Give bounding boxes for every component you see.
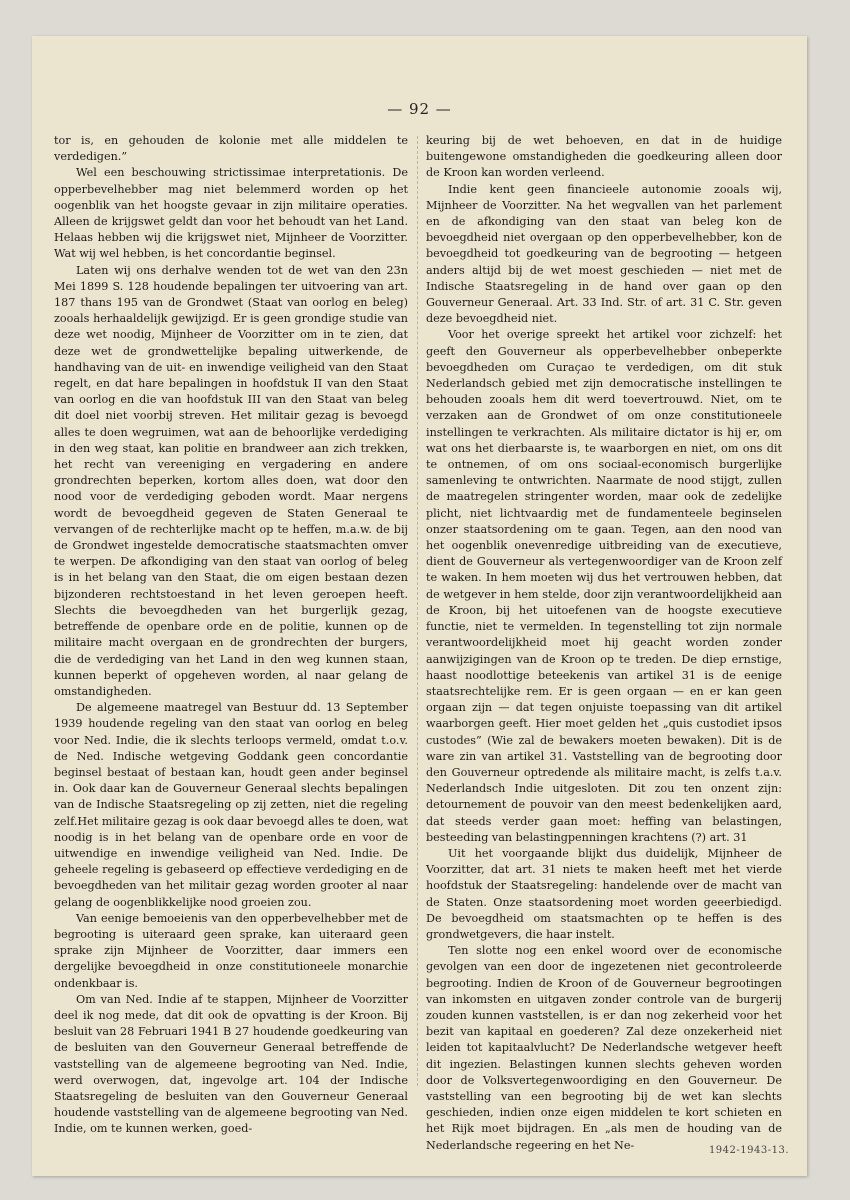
page-number: — 92 — (387, 100, 452, 118)
document-page (32, 36, 807, 1176)
right-column (426, 133, 782, 1154)
left-paragraph-2: Wel een beschouwing strictissimae interpretationis. De opperbevelhebber mag niet belemmerd worden op het oogenblik van het hoogste gevaar in zijn militaire operaties. Alleen de krijgswet geldt dan voor het behoudt van het Land. Helaas hebben wij die krijgswet niet, Mijnheer de Voorzitter. Wat wij wel hebben, is het concordantie beginsel. (54, 166, 408, 261)
left-paragraph-4: De algemeene maatregel van Bestuur dd. 13 September 1939 houdende regeling van den staat van oorlog en beleg voor Ned. Indie, die ik slechts terloops vermeld, omdat t.o.v. de Ned. Indische wetgeving Goddank geen concordantie beginsel bestaat of bestaan kan, houdt geen ander beginsel in. Ook daar kan de Gouverneur Generaal slechts bepalingen van de Indische Staatsregeling op zij zetten, niet die regeling zelf.Het militaire gezag is ook daar bevoegd alles te doen, wat noodig is in het belang van de openbare orde en voor de uitwendige en inwendige veiligheid van Ned. Indie. De geheele regeling is gebaseerd op effectieve verdediging en de bevoegdheden van het militair gezag worden grooter al naar gelang de oogenblikkelijke nood groeien zou. (54, 701, 408, 909)
right-paragraph-3: Voor het overige spreekt het artikel voor zichzelf: het geeft den Gouverneur als opperbevelhebber onbeperkte bevoegdheden om Curaçao te verdedigen, om dit stuk Nederlandsch gebied met zijn democratische instellingen te behouden zooals hem dit werd toevertrouwd. Niet, om te verzaken aan de Grondwet of om onze constitutioneele instellingen te verkrachten. Als militaire dictator is hij er, om wat ons het dierbaarste is, te waarborgen en niet, om ons dit te ontnemen, of om ons sociaal-economisch burgerlijke samenleving te ontwrichten. Naarmate de nood stijgt, zullen de maatregelen stringenter worden, maar ook de zedelijke plicht, niet lichtvaardig met de fundamenteele beginselen onzer staatsordening om te gaan. Tegen, aan den nood van het oogenblik onevenredige uitbreiding van de executieve, dient de Gouverneur als vertegenwoordiger van de Kroon zelf te waken. In hem moeten wij dus het vertrouwen hebben, dat de wetgever in hem stelde, door zijn verantwoordelijkheid aan de Kroon, bij het uitoefenen van de hoogste executieve functie, niet te vermelden. In tegenstelling tot zijn normale verantwoordelijkheid moet hij geacht worden zonder aanwijzigingen van de Kroon op te treden. De diep ernstige, haast noodlottige beteekenis van artikel 31 is de eenige staatsrechtelijke rem. Er is geen orgaan — en er kan geen orgaan zijn — dat tegen onjuiste toepassing van dit artikel waarborgen geeft. Hier moet gelden het „quis custodiet ipsos custodes” (Wie zal de bewakers moeten bewaken). Dit is de ware zin van artikel 31. Vaststelling van de begrooting door den Gouverneur optredende als militaire macht, is zelfs t.a.v. Nederlandsch Indie uitgesloten. Dit zou ten onzent zijn: detournement de pouvoir van den meest bedenkelijken aard, dat steeds verder gaan moet: heffing van belastingen, besteeding van belastingpenningen krachtens (?) art. 31 (426, 328, 782, 844)
right-paragraph-5: Ten slotte nog een enkel woord over de economische gevolgen van een door de ingezetenen niet gecontroleerde begrooting. Indien de Kroon of de Gouverneur begrootingen van inkomsten en uitgaven zonder controle van de burgerij zouden kunnen vaststellen, is er dan nog zekerheid voor het bezit van kapitaal en goederen? Zal deze onzekerheid niet leiden tot kapitaalvlucht? De Nederlandsche wetgever heeft dit ingezien. Belastingen kunnen slechts geheven worden door de Volksvertegenwoordiging en den Gouverneur. De vaststelling van een begrooting bij de wet kan slechts geschieden, indien onze eigen middelen te kort schieten en het Rijk moet bijdragen. En „als men de houding van de Nederlandsche regeering en het Ne- (426, 944, 782, 1152)
right-paragraph-2: Indie kent geen financieele autonomie zooals wij, Mijnheer de Voorzitter. Na het wegvallen van het parlement en de afkondiging van den staat van beleg kon de bevoegdheid niet overgaan op den opperbevelhebber, kon de bevoegdheid tot goedkeuring van de begrooting — hetgeen anders altijd bij de wet moest geschieden — niet met de Indische Staatsregeling in de hand over gaan op den Gouverneur Generaal. Art. 33 Ind. Str. of art. 31 C. Str. geven deze bevoegdheid niet. (426, 182, 782, 326)
left-paragraph-6: Om van Ned. Indie af te stappen, Mijnheer de Voorzitter deel ik nog mede, dat dit ook de opvatting is der Kroon. Bij besluit van 28 Februari 1941 B 27 houdende goedkeuring van de besluiten van den Gouverneur Generaal betreffende de vaststelling van de algemeene begrooting van Ned. Indie, werd overwogen, dat, ingevolge art. 104 der Indische Staatsregeling de besluiten van den Gouverneur Generaal houdende vaststelling van de algemeene begrooting van Ned. Indie, om te kunnen werken, goed- (54, 992, 408, 1136)
right-paragraph-1: keuring bij de wet behoeven, en dat in de huidige buitengewone omstandigheden die goedkeuring alleen door de Kroon kan worden verleend. (426, 134, 782, 180)
left-column (54, 133, 408, 1138)
left-paragraph-1: tor is, en gehouden de kolonie met alle middelen te verdedigen.” (54, 134, 408, 164)
footer-reference: 1942-1943-13. (708, 1145, 789, 1156)
left-paragraph-5: Van eenige bemoeienis van den opperbevelhebber met de begrooting is uiteraard geen sprake, kan uiteraard geen sprake zijn Mijnheer de Voorzitter, daar immers een dergelijke bevoegdheid in onze constitutioneele monarchie ondenkbaar is. (54, 911, 408, 990)
column-divider (417, 136, 418, 1086)
right-paragraph-4: Uit het voorgaande blijkt dus duidelijk, Mijnheer de Voorzitter, dat art. 31 niets te maken heeft met het vierde hoofdstuk der Staatsregeling: handelende over de macht van de Staten. Onze staatsordening moet worden geeerbiedigd. De bevoegdheid om staatsmachten op te heffen is des grondwetgevers, die haar instelt. (426, 846, 782, 941)
left-paragraph-3: Laten wij ons derhalve wenden tot de wet van den 23n Mei 1899 S. 128 houdende bepalingen ter uitvoering van art. 187 thans 195 van de Grondwet (Staat van oorlog en beleg) zooals herhaaldelijk gewijzigd. Er is geen grondige studie van deze wet noodig, Mijnheer de Voorzitter om in te zien, dat deze wet de grondwettelijke bepaling uitwerkende, de handhaving van de uit- en inwendige veiligheid van den Staat regelt, en dat hare bepalingen in hoofdstuk II van den Staat van oorlog en die van hoofdstuk III van den Staat van beleg dit doel niet voorbij streven. Het militair gezag is bevoegd alles te doen wegruimen, wat aan de behoorlijke verdediging in den weg staat, kan politie en brandweer aan zich trekken, het recht van vereeniging en vergadering en andere grondrechten beperken, kortom alles doen, wat door den nood voor de verdediging geboden wordt. Maar nergens wordt de bevoegdheid gegeven de Staten Generaal te vervangen of de rechterlijke macht op te heffen, m.a.w. de bij de Grondwet ingestelde democratische staatsmachten omver te werpen. De afkondiging van den staat van oorlog of beleg is in het belang van den Staat, die om eigen bestaan dezen bijzonderen rechtstoestand in het leven geroepen heeft. Slechts die bevoegdheden van het burgerlijk gezag, betreffende de openbare orde en de politie, kunnen op de militaire macht overgaan en de grondrechten der burgers, die de verdediging van het Land in den weg kunnen staan, kunnen beperkt of opgeheven worden, al naar gelang de omstandigheden. (54, 263, 408, 698)
